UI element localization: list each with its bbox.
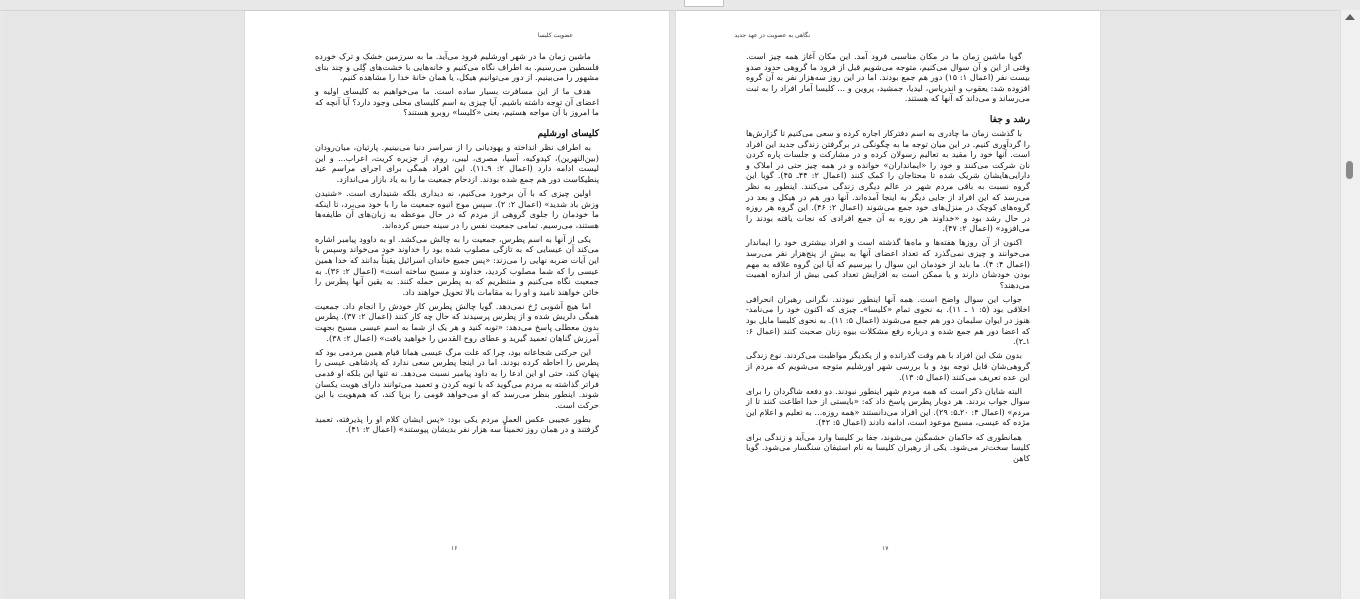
scroll-up-arrow-icon[interactable] <box>1345 14 1355 20</box>
toolbar-tab[interactable] <box>684 0 724 7</box>
paragraph: البته شایان ذکر است که همه مردم شهر اینطور نبودند. دو دفعه شاگردان را برای سوال جواب بردند. هر دوبار پطرس پاسخ داد که: «بایستی از خدا اطاعت کنند تا از مردم» (اعمال ۴: ۲۰ـ۵: ۲۹). این افراد می‌دانستند «همه روزه... به تعلیم و اعلام این مژده که عیسی، مسیح موعود است، ادامه دادند (اعمال ۵: ۴۲). <box>746 385 1030 428</box>
paragraph: به اطراف نظر انداخته و یهودیانی را از سراسر دنیا می‌بینیم. پارتیان، میان‌رودان (بین‌النهرین)، کپدوکیه، آسیا، مصری، لیبی، روم، از جزیره کریت، اعراب... و این لیست ادامه دارد (اعمال ۲: ۹ـ۱۱). این افراد همگی برای اجرای مراسم عید پنطیکاست دور هم جمع شده بودند. ازدحام جمعیت ما را به یاد بازار می‌اندازد. <box>315 142 599 184</box>
paragraph: همانطوری که حاکمان خشمگین می‌شوند، جفا بر کلیسا وارد می‌آید و زندگی برای کلیسا سخت‌تر می‌شود. یکی از رهبران کلیسا به نام استیفان سنگسار می‌شود. گویا کاهن <box>746 431 1030 463</box>
paragraph: جواب این سوال واضح است. همه آنها اینطور نبودند. نگرانی رهبران انحرافی اخلاقی بود (۵: ۱ ـ ۱۱). به نحوی تمام «کلیسا»ـ چیزی که اکنون خود را می‌نامد- هنوز در ایوان سلیمان دور هم جمع می‌شوند (اعمال ۵: ۱۱). به نحوی کلیسا مایل بود که اعضا دور هم جمع شده و درباره رفع مشکلات بیوه زنان صحبت کنند (اعمال ۶: ۱ـ۲). <box>746 293 1031 347</box>
vertical-scrollbar[interactable] <box>1340 10 1360 599</box>
page-body <box>315 51 599 439</box>
paragraph: اما هیچ آشوبی رُخ نمی‌دهد. گویا چالش پطرس کار خودش را انجام داد. جمعیت همگی دلریش شده و از پطرس پرسیدند که حال چه کار کنند (اعمال ۲: ۳۷). پطرس بدون معطلی پاسخ می‌دهد: «توبه کنید و هر یک از شما به اسم عیسی مسیح بجهت آمرزش گناهان تعمید گیرید و عطای روح القدس را خواهید یافت» (اعمال ۲: ۳۸). <box>315 300 599 343</box>
document-viewer <box>3 11 1341 599</box>
running-header: نگاهی به عضویت در عهد جدید <box>734 32 810 39</box>
paragraph: گویا ماشین زمان ما در مکان مناسبی فرود آمد. این مکان آغاز همه چیز است. وقتی از این و آن سوال می‌کنیم، متوجه می‌شویم قبل از فرود ما گروهی حدود صدو بیست نفر (اعمال ۱: ۱۵) دور هم جمع بودند. اما در این روز سه‌هزار نفر به آن گروه افزوده شد: یعقوب و اندریاس، لیدیا، جمشید، پروین و ... کلیسا آمار افراد را به ثبت می‌رساند و می‌داند که آنها که هستند. <box>746 51 1030 104</box>
page-number: ۱۶ <box>451 545 458 552</box>
page-number: ۱۷ <box>882 545 889 552</box>
page-17 <box>676 11 1100 599</box>
paragraph: بدون شک این افراد با هم وقت گذرانده و از یکدیگر مواظبت می‌کردند. نوع زندگی گروهی‌شان قابل توجه بود و با بررسی شهر اورشلیم متوجه می‌شویم که مردم از این عده تعریف می‌کنند (اعمال ۵: ۱۳). <box>746 350 1030 382</box>
page-body <box>746 51 1030 467</box>
paragraph: هدف ما از این مسافرت بسیار ساده است. ما می‌خواهیم به کلیسای اولیه و اعضای آن توجه داشته باشیم. آیا چیزی به اسم کلیسای محلی وجود دارد؟ آیا آنچه که ما امروز با آن مواجه هستیم، یعنی «کلیسا» روبرو هستند؟ <box>315 86 599 118</box>
paragraph: با گذشت زمان ما چادری به اسم دفترکار اجاره کرده و سعی می‌کنیم تا گزارش‌ها را گردآوری کنیم. در این میان توجه ما به چگونگی در برگرفتن زندگی جدید این افراد است. آنها خود را مقید به تعالیم رسولان کرده و در مشارکت و جلسات پاره کردن نان شرکت می‌کنند و خود را «ایمانداران» خوانده و در همه چیز حتی در املاک و دارایی‌هایشان شریک شده تا محتاجان را کمک کنند (اعمال ۲: ۴۴ـ ۴۵). گویا این گروه نسبت به باقی مردم شهر در عالم دیگری زندگی می‌کنند. اینطور به نظر می‌رسد که این افراد از جایی دیگر به اینجا آمده‌اند. آنها دور هم در هیکل و بعد در گروه‌های کوچک در منزل‌های خود جمع می‌شوند (اعمال ۲: ۴۶). این گروه هر روزه در حال رشد بود و «خداوند هر روزه به آن جمع افرادی که نجات یافته بودند را می‌افزود» (اعمال ۲: ۴۷). <box>746 127 1030 234</box>
paragraph: ماشین زمان ما در شهر اورشلیم فرود می‌آید. ما به سرزمین خشک و ترک خورده فلسطین می‌رسیم. به اطراف نگاه می‌کنیم و خانه‌هایی با خشت‌های گِلی و چند بنای مشهور را می‌بینیم. از دور می‌توانیم هیکل، یا همان خانهٔ خدا را مشاهده کنیم. <box>315 51 599 83</box>
viewer-toolbar <box>0 0 1341 11</box>
paragraph: اکنون از آن روزها هفته‌ها و ماه‌ها گذشته است و افراد بیشتری خود را ایماندار می‌خوانند و چیزی نمی‌گذرد که تعداد اعضای آنها به بیش از پنج‌هزار نفر می‌رسد (اعمال ۴: ۴). ما باید از خودمان این سوال را بپرسیم که آیا این گروه علاقه به مهم بودن خودشان دارند و یا ممکن است به افزایش تعداد کمی بیش از اندازه اهمیت می‌دهند؟ <box>746 237 1030 290</box>
section-heading: کلیسای اورشلیم <box>537 129 599 140</box>
running-header: عضویت کلیسا <box>537 32 573 39</box>
scrollbar-thumb[interactable] <box>1346 161 1353 179</box>
paragraph: اولین چیزی که با آن برخورد می‌کنیم، نه دیداری بلکه شنیداری است. «شنیدن وزش باد شدید» (اعمال ۲: ۲). سپس موج انبوه جمعیت ما را با خود می‌برد، تا اینکه ما خودمان را جلوی گروهی از مردم که در حال موعظه به زبان‌های آن طایفه‌ها هستند، می‌رسیم. تمامی جمعیت نفس را در سینه حبس کرده‌اند. <box>315 187 599 230</box>
page-16 <box>245 11 669 599</box>
paragraph: یکی از آنها به اسم پطرس، جمعیت را به چالش می‌کشد. او به داوود پیامبر اشاره می‌کند آن عیسایی که به تازگی مصلوب شده بود را خداوند خود می‌خواند وسپس با این آیات ضربه نهایی را می‌زند: «پس جمیع خاندان اسرائیل یقیناً بدانند که خدا همین عیسی را که شما مصلوب کردید، خداوند و مسیح ساخته است» (اعمال ۲: ۳۶). به جمعیت نگاه می‌کنیم و منتظریم که به پطرس حمله کنند. به یقین آنها پطرس را خائن خواهند نامید و او را به مقامات بالا تحویل خواهند داد. <box>315 233 599 297</box>
section-heading: رشد و جفا <box>989 114 1030 125</box>
paragraph: این حرکتی شجاعانه بود، چرا که علت مرگ عیسی همانا قیام همین مردمی بود که پطرس را احاطه کرده بودند. اما در اینجا پطرس سعی ندارد که پادشاهی عیسی را پنهان کند، حتی او این ادعا را به داود پیامبر نسبت می‌دهد. نه تنها این بلکه او قدمی فراتر گذاشته به مردم می‌گوید که با توبه کردن و تعمید می‌توانند دارای هویت یکسان شوند. اینطور بنظر می‌رسد که او می‌خواهد قومی را برپا کند، که هم‌هویت با این حرکت است. <box>315 346 599 410</box>
paragraph: بطور عجیبی عکس العمل مردم یکی بود: «پس ایشان کلام او را پذیرفته، تعمید گرفتند و در همان روز تخمیناً سه هزار نفر بدیشان پیوستند» (اعمال ۲: ۴۱). <box>315 413 599 435</box>
